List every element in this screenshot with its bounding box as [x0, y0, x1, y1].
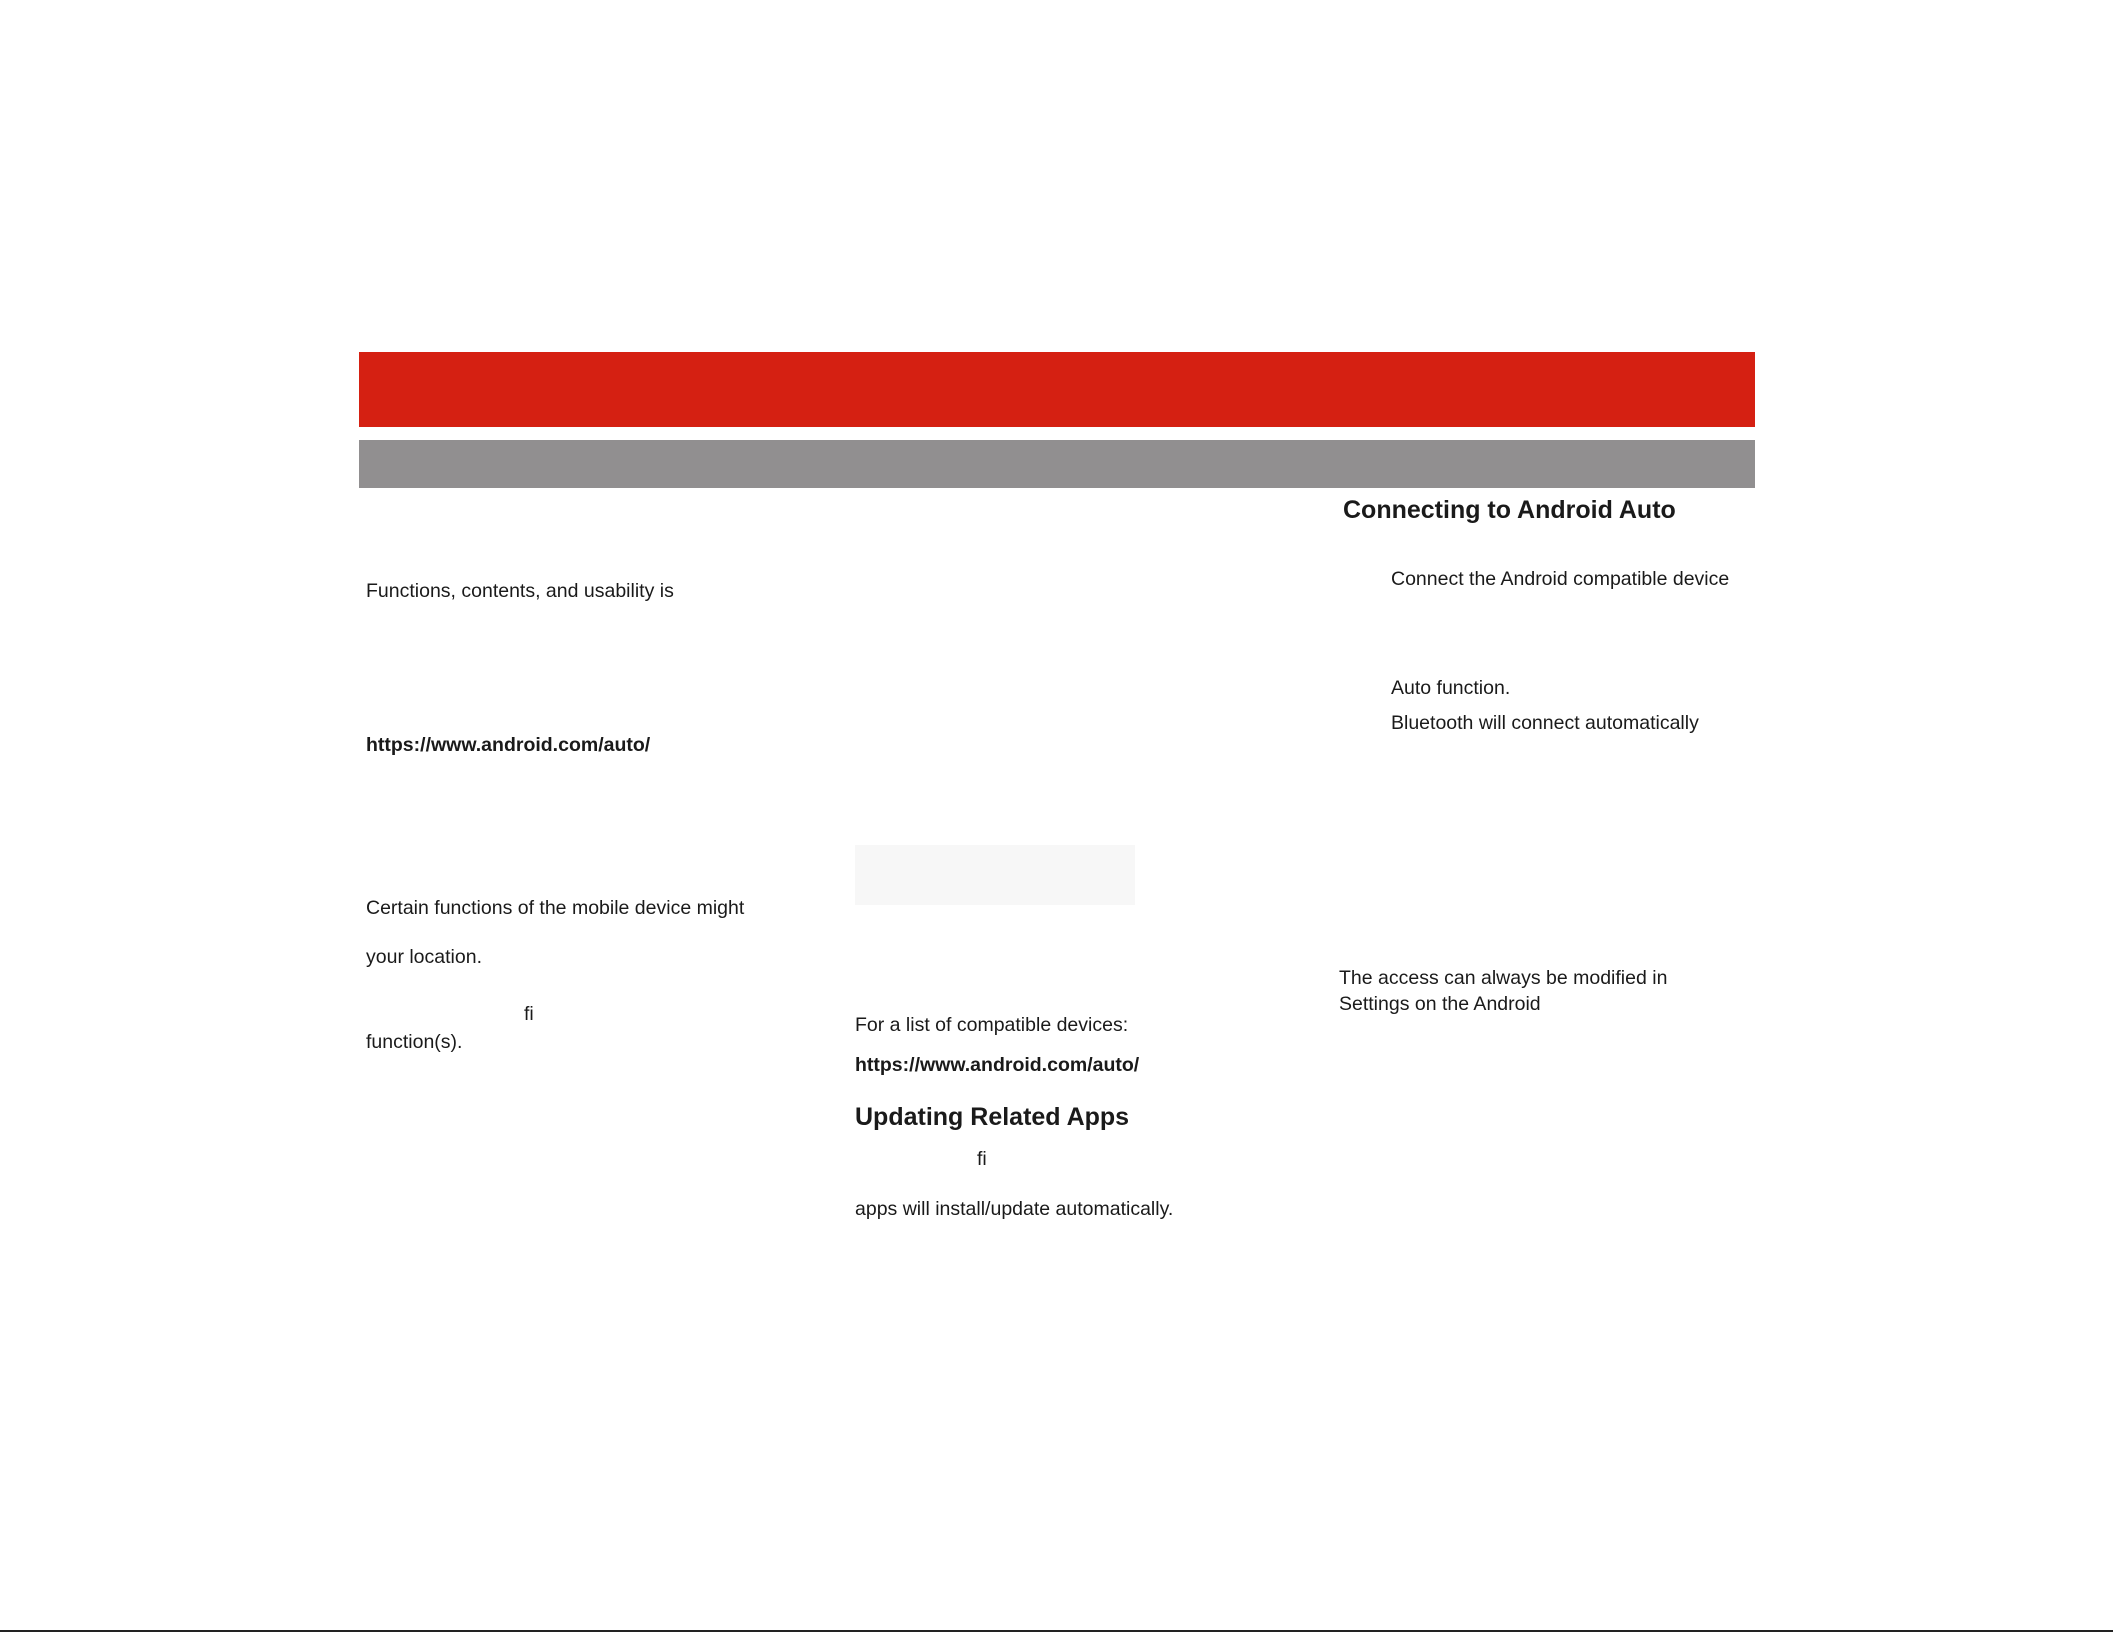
connect-device-text: Connect the Android compatible device: [1391, 568, 1730, 590]
subheader-bar: [359, 440, 1755, 488]
android-auto-url-left[interactable]: https://www.android.com/auto/: [366, 734, 651, 756]
connecting-android-auto-heading: Connecting to Android Auto: [1343, 496, 1676, 524]
auto-function-text: Auto function.: [1391, 677, 1511, 699]
fi-ligature-middle: fi: [977, 1148, 987, 1170]
certain-functions-text: Certain functions of the mobile device might: [366, 897, 745, 919]
android-auto-url-middle[interactable]: https://www.android.com/auto/: [855, 1054, 1140, 1076]
bottom-rule: [0, 1630, 2113, 1632]
header-bar: [359, 352, 1755, 427]
functions-s-text: function(s).: [366, 1031, 463, 1053]
functions-usability-text: Functions, contents, and usability is: [366, 580, 674, 602]
your-location-text: your location.: [366, 946, 482, 968]
fi-ligature-left: fi: [524, 1003, 534, 1025]
settings-android-text: Settings on the Android: [1339, 993, 1541, 1015]
apps-install-update-text: apps will install/update automatically.: [855, 1198, 1174, 1220]
access-modified-text: The access can always be modified in: [1339, 967, 1668, 989]
faint-placeholder-image: [855, 845, 1135, 905]
updating-related-apps-heading: Updating Related Apps: [855, 1103, 1130, 1131]
bluetooth-connect-text: Bluetooth will connect automatically: [1391, 712, 1699, 734]
compatible-devices-text: For a list of compatible devices:: [855, 1014, 1129, 1036]
